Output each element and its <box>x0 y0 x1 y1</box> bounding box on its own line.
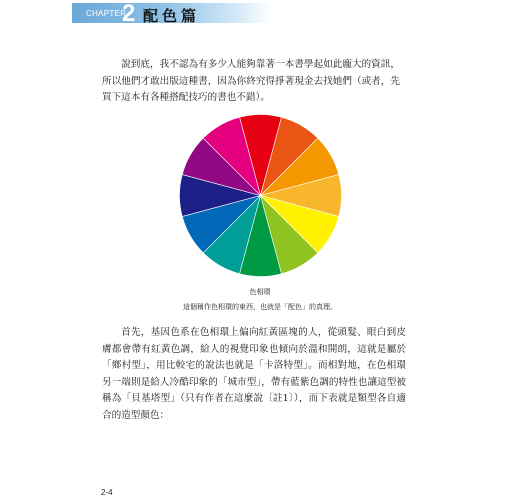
chapter-header <box>0 0 520 26</box>
intro-paragraph: 說到底，我不認為有多少人能夠靠著一本書學起如此龐大的資訊，所以他們才敢出版這種書，因為你終究得掙著現金去找她們（或者，先買下這本有各種搭配技巧的書也不錯）。 <box>102 59 400 103</box>
chapter-number: 2 <box>122 0 136 27</box>
body-paragraph: 首先，基因色系在色相環上偏向紅黃區塊的人，從頭髮、眼白到皮膚都會帶有紅黃色調，給人的視覺印象也傾向於溫和開朗，這就是屬於「鄉村型」，用比較宅的說法也就是「卡洛特型」。而相對地，在色相環另一端則是給人冷酷印象的「城市型」，帶有藍紫色調的特性也讓這型被稱為「貝基塔型」（只有作者在這麼說〔註1〕），而下表就是類型各自適合的造型顏色： <box>102 327 406 421</box>
chapter-title: 配色篇 <box>143 7 201 25</box>
page-number: 2-4 <box>101 488 113 497</box>
figure-title: 色相環 <box>249 288 271 296</box>
color-wheel-figure <box>178 113 343 278</box>
chapter-label: CHAPTER <box>86 9 127 18</box>
figure-caption: 這個稱作色相環的東西，也就是「配色」的真理。 <box>183 303 337 311</box>
